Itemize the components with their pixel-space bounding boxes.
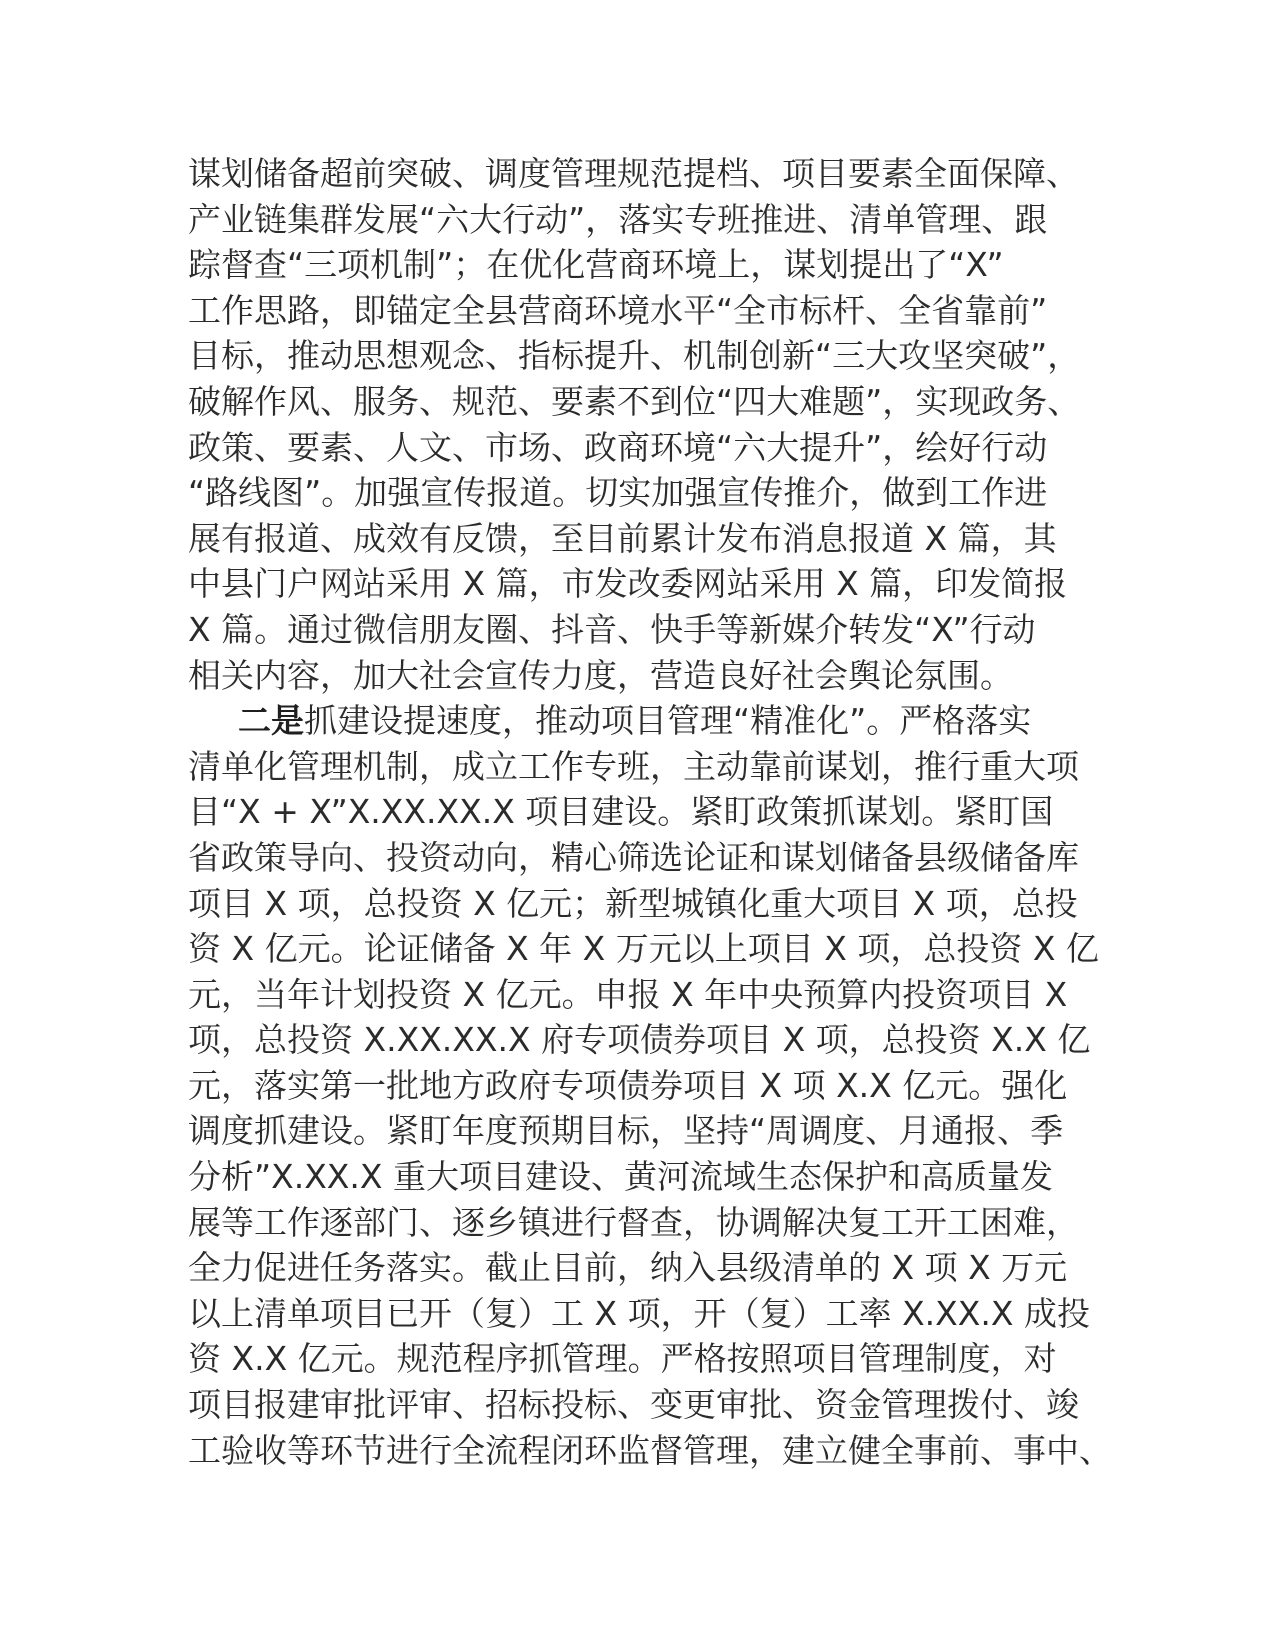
text-line: 省政策导向、投资动向，精心筛选论证和谋划储备县级储备库 xyxy=(188,837,1079,877)
paragraph-two-first-line xyxy=(188,698,1108,744)
text-line: 资 X 亿元。论证储备 X 年 X 万元以上项目 X 项，总投资 X 亿 xyxy=(188,929,1099,969)
body-text xyxy=(188,151,1112,1473)
text-line: 以上清单项目已开（复）工 X 项，开（复）工率 X.XX.X 成投 xyxy=(188,1293,1090,1333)
text-line: 元，落实第一批地方政府专项债券项目 X 项 X.X 亿元。强化 xyxy=(188,1065,1068,1105)
text-line: 全力促进任务落实。截止目前，纳入县级清单的 X 项 X 万元 xyxy=(188,1248,1068,1288)
text-line: 资 X.X 亿元。规范程序抓管理。严格按照项目管理制度，对 xyxy=(188,1339,1057,1379)
text-line: 展有报道、成效有反馈，至目前累计发布消息报道 X 篇，其 xyxy=(188,518,1057,558)
text-line: 项目 X 项，总投资 X 亿元；新型城镇化重大项目 X 项，总投 xyxy=(188,883,1078,923)
text-line: 目“X + X”X.XX.XX.X 项目建设。紧盯政策抓谋划。紧盯国 xyxy=(188,792,1054,832)
text-line: 相关内容，加大社会宣传力度，营造良好社会舆论氛围。 xyxy=(188,655,1013,695)
text-line: 清单化管理机制，成立工作专班，主动靠前谋划，推行重大项 xyxy=(188,746,1079,786)
paragraph-two-lead: 抓建设提速度，推动项目管理“精准化”。严格落实 xyxy=(304,701,1032,741)
text-line: 谋划储备超前突破、调度管理规范提档、项目要素全面保障、 xyxy=(188,154,1079,193)
text-line: 政策、要素、人文、市场、政商环境“六大提升”，绘好行动 xyxy=(188,427,1048,467)
text-line: 踪督查“三项机制”；在优化营商环境上，谋划提出了“X” xyxy=(188,245,1004,285)
text-line: 工作思路，即锚定全县营商环境水平“全市标杆、全省靠前” xyxy=(188,290,1048,330)
text-line: 项，总投资 X.XX.XX.X 府专项债券项目 X 项，总投资 X.X 亿 xyxy=(188,1020,1091,1060)
text-line: 元，当年计划投资 X 亿元。申报 X 年中央预算内投资项目 X xyxy=(188,974,1068,1014)
text-line: 分析”X.XX.X 重大项目建设、黄河流域生态保护和高质量发 xyxy=(188,1157,1053,1197)
text-line: 项目报建审批评审、招标投标、变更审批、资金管理拨付、竣 xyxy=(188,1385,1079,1425)
paragraph-two-heading: 二是 xyxy=(238,701,304,741)
text-line: 工验收等环节进行全流程闭环监督管理，建立健全事前、事中、 xyxy=(188,1430,1112,1470)
text-line: X 篇。通过微信朋友圈、抖音、快手等新媒介转发“X”行动 xyxy=(188,609,1036,649)
text-line: 破解作风、服务、规范、要素不到位“四大难题”，实现政务、 xyxy=(188,381,1081,421)
text-line: 产业链集群发展“六大行动”，落实专班推进、清单管理、跟 xyxy=(188,199,1048,239)
text-line: 目标，推动思想观念、指标提升、机制创新“三大攻坚突破”， xyxy=(188,336,1081,376)
text-line: “路线图”。加强宣传报道。切实加强宣传推介，做到工作进 xyxy=(188,473,1048,513)
text-line: 中县门户网站采用 X 篇，市发改委网站采用 X 篇，印发简报 xyxy=(188,564,1068,604)
text-line: 展等工作逐部门、逐乡镇进行督查，协调解决复工开工困难， xyxy=(188,1202,1079,1242)
text-line: 调度抓建设。紧盯年度预期目标，坚持“周调度、月通报、季 xyxy=(188,1111,1064,1151)
